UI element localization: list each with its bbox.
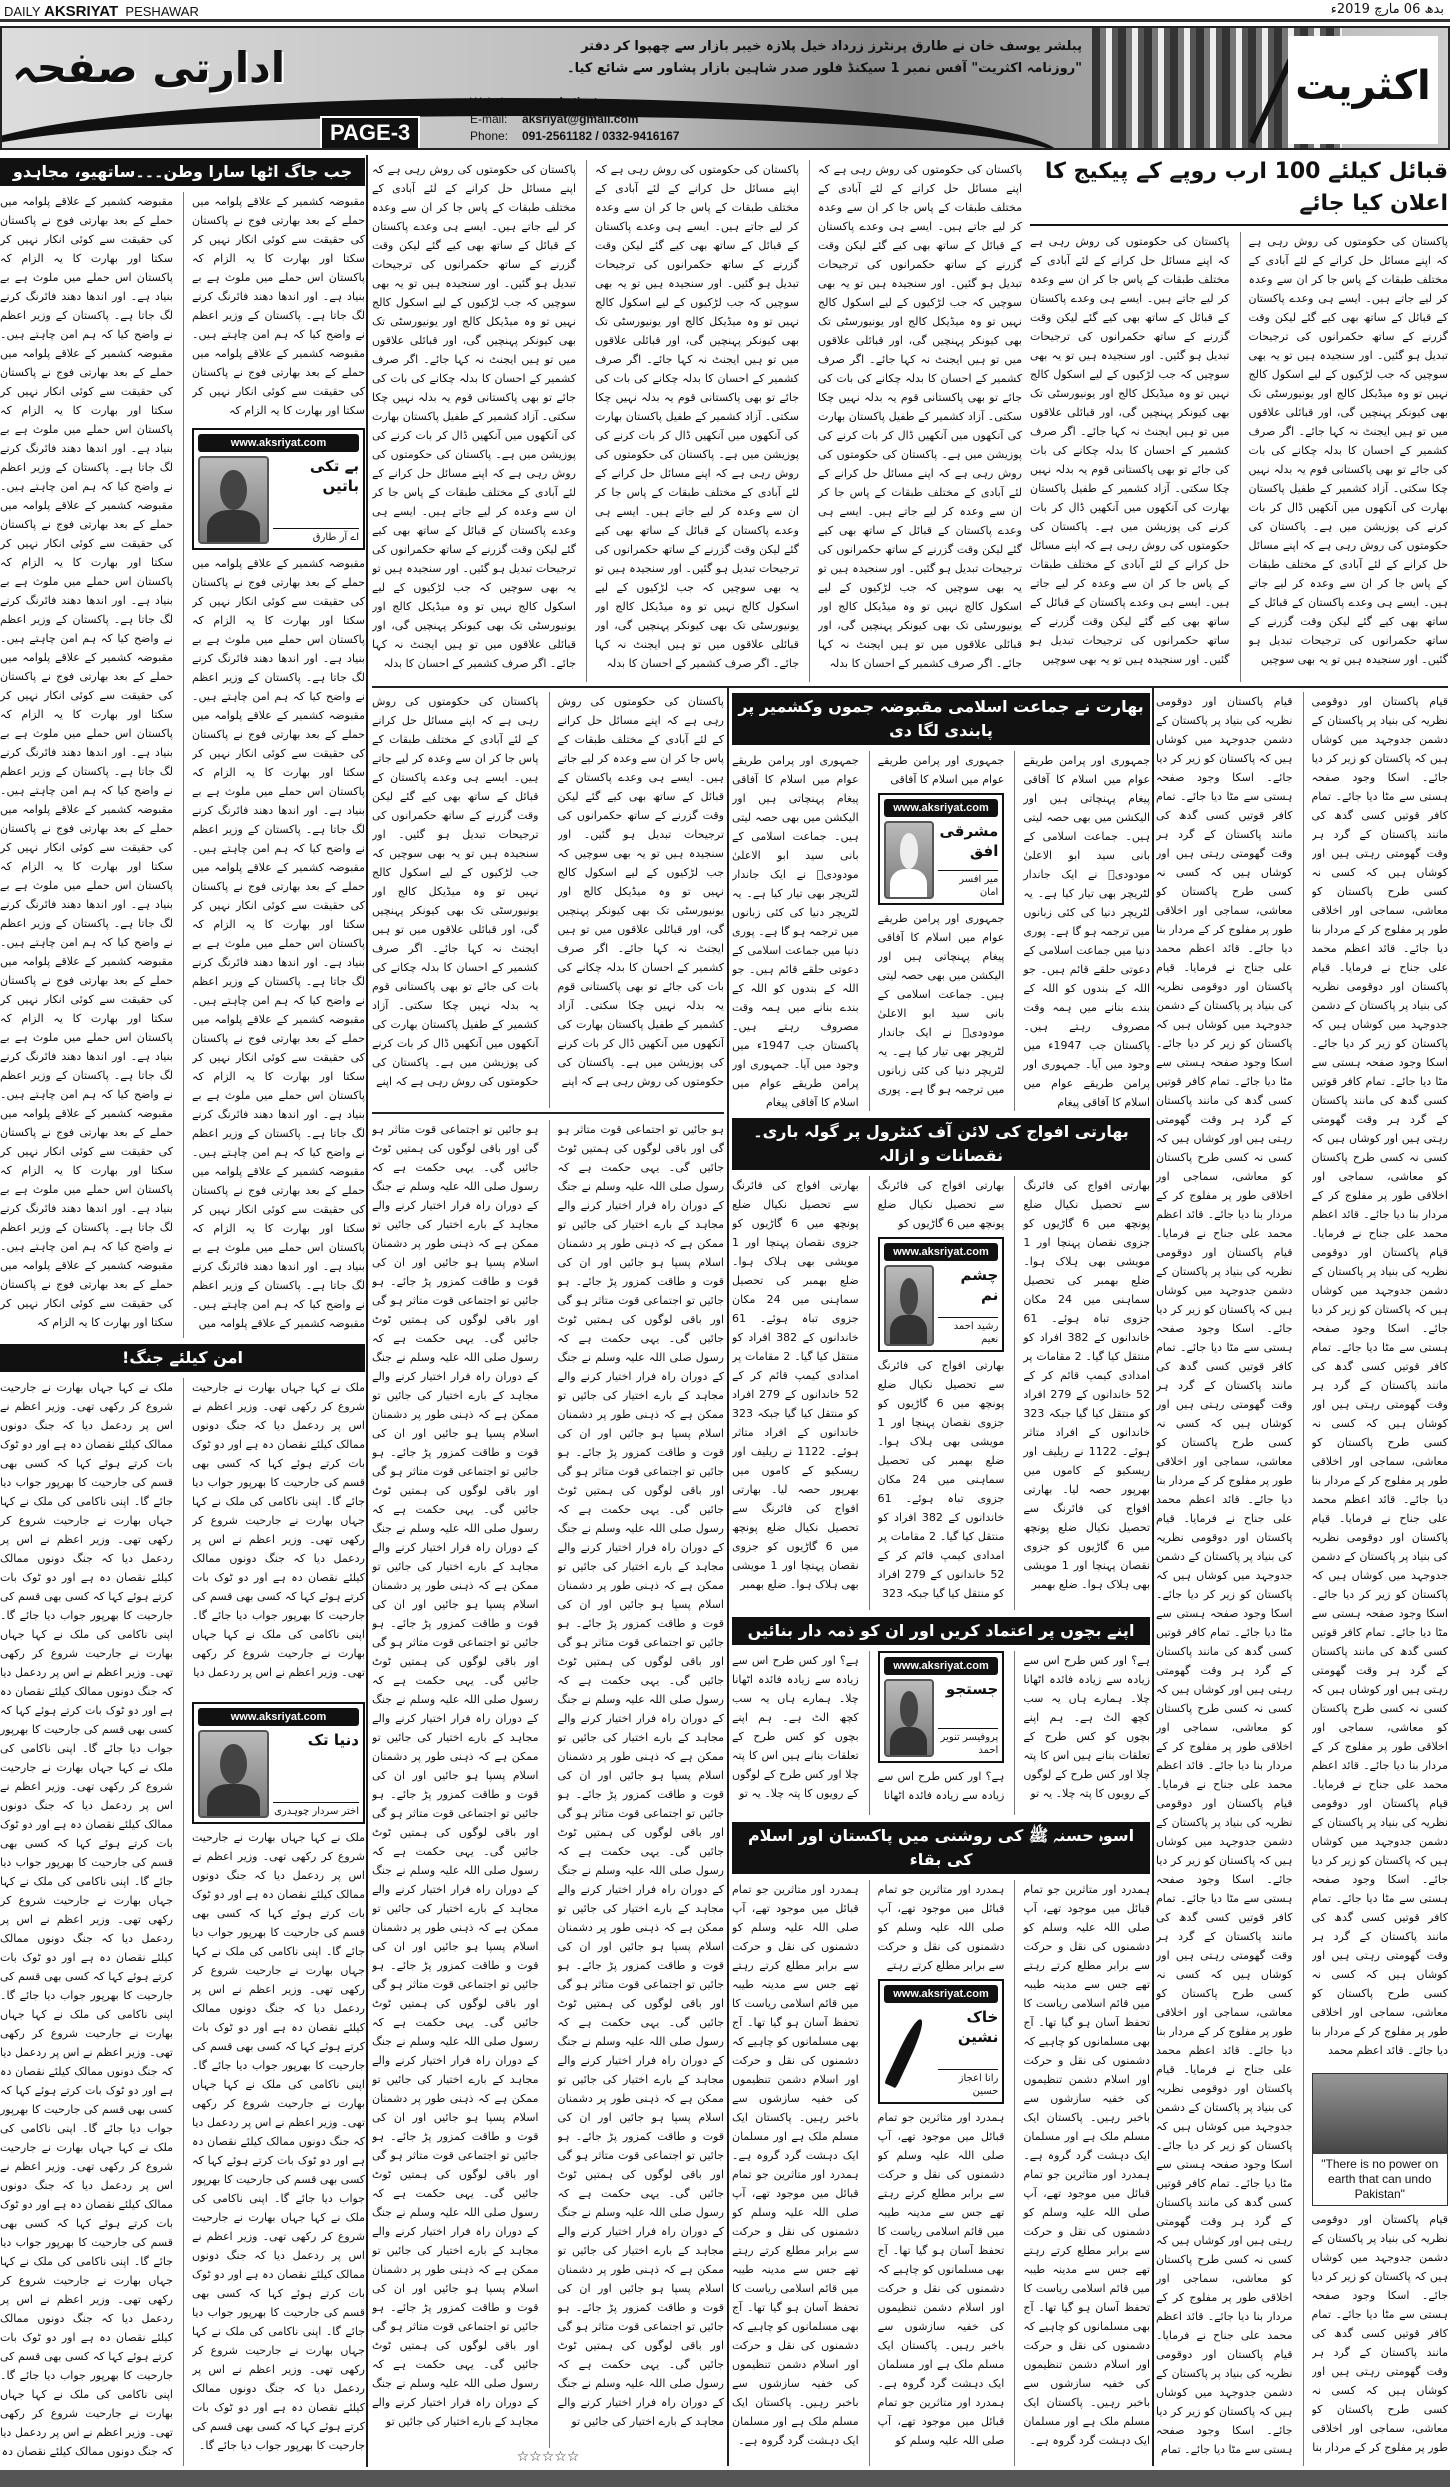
article [372, 1120, 724, 2466]
article [1156, 692, 1448, 2466]
text-column [1303, 692, 1449, 2466]
columnist-box [878, 1237, 1005, 1352]
text-column [732, 1651, 859, 1815]
website-banner: www.aksriyat.com [198, 434, 359, 452]
columnist-photo [884, 821, 934, 899]
text-column [1014, 751, 1150, 1111]
column-title: جستجو [945, 1680, 999, 1698]
jinnah-portrait [1313, 2074, 1448, 2154]
article-columns [732, 1651, 1150, 1815]
phone-number: 091-2561182 / 0332-9416167 [522, 129, 680, 143]
article-headline[interactable]: جب جاگ اٹھا سارا وطن۔۔۔ساتھیو، مجاہدو [0, 158, 365, 186]
columnist-box [192, 1702, 365, 1824]
article-columns [732, 1880, 1150, 2466]
newspaper-logo: اکثریت [1288, 36, 1438, 144]
article [732, 1822, 1150, 2466]
columnist-name: میر افسر امان [938, 870, 998, 899]
text-column [1014, 1651, 1150, 1815]
article-body: قیام پاکستان اور دوقومی نظریہ کی بنیاد پر پاکستان کے دشمن جدوجہد میں کوشاں ہیں کہ پاکستان کو زیر کر دیا جائے۔ اسکا وجود صفحہ ہستی سے مٹا دیا جائے۔ تمام کافر قوتیں کسی گدھ کی مانند پاکستان کے گرد ہر وقت گھومتی رہتی ہیں اور کوشاں ہیں کہ کسی نہ کسی طرح پاکستان کو معاشی، سماجی اور اخلاقی طور پر مفلوج کر کے مردار بنا [1311, 2213, 1448, 2454]
text-column [869, 1651, 1005, 1815]
editorial-body: پاکستان کی حکومتوں کی روش رہی ہے کہ اپنے مسائل حل کرانے کے لئے آبادی کے مختلف طبقات کے پاس جا کر ان سے وعدہ کر لیے جاتے ہیں۔ ایسے ہی وعدے پاکستان کے قبائل کے ساتھ بھی کیے گئے لیکن وقت گزرنے کے ساتھ حکمرانوں کی ترجیحات تبدیل ہو گئیں۔ اور سنجیدہ ہیں تو یہ بھی سوچیں کہ جب لڑکیوں کے لیے اسکول کالج نہیں تو وہ میڈیکل کالج اور یونیورسٹی تک بھی کیونکر پہنچیں گی، اور قبائلی علاقوں میں تو ہیں ایجنٹ نہ کہا جائے۔ اگر صرف کشمیر کے احسان کا بدلہ چکانے کی بات کی جائے تو بھی پاکستانی قوم یہ بدلہ نہیں چکا سکتی۔ آزاد کشمیر کے طفیل پاکستان بھارت کی آنکھوں میں آنکھیں ڈال کر بات کرنے کی پوزیشن میں ہے۔ پاکستان کی حکومتوں کی روش رہی ہے کہ اپنے مسائل حل کرانے کے لئے آبادی کے مختلف طبقات کے پاس جا کر ان سے وعدہ کر لیے جاتے ہیں۔ ایسے ہی وعدے پاکستان کے قبائل کے ساتھ بھی کیے گئے لیکن وقت گزرنے کے ساتھ حکمرانوں کی ترجیحات تبدیل ہو گئیں۔ اور سنجیدہ ہیں تو یہ بھی سوچیں کہ جب لڑکیوں کے لیے اسکول کالج نہیں تو وہ میڈیکل کالج اور یونیورسٹی تک بھی کیونکر پہنچیں گی، اور قبائلی علاقوں میں تو ہیں ایجنٹ نہ کہا جائے۔ اگر صرف کشمیر کے احسان کا بدلہ [818, 163, 1022, 670]
publisher-note [502, 36, 1082, 80]
text-column [372, 1120, 539, 2448]
publisher-line: پبلشر یوسف خان نے طارق پرنٹرز زرداد خیل پلازہ خیبر بازار سے چھپوا کر دفتر [581, 39, 1082, 54]
article-columns [0, 192, 365, 1338]
footer-bar [0, 2470, 1450, 2487]
columnist-box [878, 1979, 1005, 2104]
editorial-body: پاکستان کی حکومتوں کی روش رہی ہے کہ اپنے مسائل حل کرانے کے لئے آبادی کے مختلف طبقات کے پاس جا کر ان سے وعدہ کر لیے جاتے ہیں۔ ایسے ہی وعدے پاکستان کے قبائل کے ساتھ بھی کیے گئے لیکن وقت گزرنے کے ساتھ حکمرانوں کی ترجیحات تبدیل ہو گئیں۔ اور سنجیدہ ہیں تو یہ بھی سوچیں کہ جب لڑکیوں کے لیے اسکول کالج نہیں تو وہ میڈیکل کالج اور یونیورسٹی تک بھی کیونکر پہنچیں گی، اور قبائلی علاقوں میں تو ہیں ایجنٹ نہ کہا جائے۔ اگر صرف کشمیر کے احسان کا بدلہ چکانے کی بات کی جائے تو بھی پاکستانی قوم یہ بدلہ نہیں چکا سکتی۔ آزاد کشمیر کے طفیل پاکستان بھارت کی آنکھوں میں آنکھیں ڈال کر بات کرنے کی پوزیشن میں ہے۔ پاکستان کی حکومتوں کی روش رہی ہے کہ اپنے مسائل حل کرانے کے لئے آبادی کے مختلف طبقات کے پاس جا کر ان سے وعدہ کر لیے جاتے ہیں۔ ایسے ہی وعدے پاکستان کے قبائل کے ساتھ بھی کیے گئے لیکن وقت گزرنے کے ساتھ حکمرانوں کی ترجیحات تبدیل ہو گئیں۔ اور سنجیدہ ہیں تو یہ بھی سوچیں [1030, 235, 1230, 666]
article [732, 1118, 1150, 1610]
editorial [1030, 156, 1448, 682]
article-body: بھارتی افواج کی فائرنگ سے تحصیل نکیال ضلع پونچھ میں 6 گاڑیوں کو جزوی نقصان پہنچا اور 1 مویشی بھی ہلاک ہوا۔ ضلع بھمبر کی تحصیل سماہنی میں 24 مکان جزوی تباہ ہوئے۔ 61 خاندانوں کے 382 افراد کو منتقل کیا گیا۔ 2 مقامات پر امدادی کیمپ قائم کر کے 52 خاندانوں کے 279 افراد کو منتقل کیا گیا جبکہ 323 [877, 1359, 1005, 1600]
article-body: قیام پاکستان اور دوقومی نظریہ کی بنیاد پر پاکستان کے دشمن جدوجہد میں کوشاں ہیں کہ پاکستان کو زیر کر دیا جائے۔ اسکا وجود صفحہ ہستی سے مٹا دیا جائے۔ تمام کافر قوتیں کسی گدھ کی مانند پاکستان کے گرد ہر وقت گھومتی رہتی ہیں اور کوشاں ہیں کہ کسی نہ کسی طرح پاکستان کو معاشی، سماجی اور اخلاقی طور پر مفلوج کر کے مردار بنا دیا جائے۔ قائد اعظم محمد علی جناح نے فرمایا۔ قیام پاکستان اور دوقومی نظریہ کی بنیاد پر پاکستان کے دشمن جدوجہد میں کوشاں ہیں کہ پاکستان کو زیر کر دیا جائے۔ اسکا وجود صفحہ ہستی سے مٹا دیا جائے۔ تمام کافر قوتیں کسی گدھ کی مانند پاکستان کے گرد ہر وقت گھومتی رہتی ہیں اور کوشاں ہیں کہ کسی نہ کسی طرح پاکستان کو معاشی، سماجی اور اخلاقی طور پر مفلوج کر کے مردار بنا دیا جائے۔ قائد اعظم محمد علی جناح نے فرمایا۔ قیام پاکستان اور دوقومی نظریہ کی بنیاد پر پاکستان کے دشمن جدوجہد میں کوشاں ہیں کہ پاکستان کو زیر کر دیا جائے۔ اسکا وجود صفحہ ہستی سے مٹا دیا جائے۔ تمام کافر قوتیں کسی گدھ کی مانند پاکستان کے گرد ہر وقت گھومتی رہتی ہیں اور کوشاں ہیں کہ کسی نہ کسی طرح پاکستان کو معاشی، سماجی اور اخلاقی طور پر مفلوج کر کے مردار بنا دیا جائے۔ قائد اعظم محمد علی جناح نے فرمایا۔ قیام پاکستان اور دوقومی نظریہ کی بنیاد پر پاکستان کے دشمن جدوجہد میں کوشاں ہیں کہ پاکستان کو زیر کر دیا جائے۔ اسکا وجود صفحہ ہستی سے مٹا دیا جائے۔ تمام کافر قوتیں کسی گدھ کی مانند پاکستان کے گرد ہر وقت گھومتی رہتی ہیں اور کوشاں ہیں کہ کسی نہ کسی طرح پاکستان کو معاشی، سماجی اور اخلاقی طور پر مفلوج کر کے مردار بنا دیا جائے۔ قائد اعظم محمد علی جناح نے فرمایا۔ قیام پاکستان اور دوقومی نظریہ کی بنیاد پر پاکستان کے دشمن جدوجہد میں کوشاں ہیں کہ پاکستان کو زیر کر دیا جائے۔ اسکا وجود صفحہ ہستی سے مٹا دیا جائے۔ تمام کافر قوتیں کسی گدھ کی مانند پاکستان کے گرد ہر وقت گھومتی رہتی ہیں اور کوشاں ہیں کہ کسی نہ کسی طرح پاکستان کو معاشی، سماجی اور اخلاقی طور پر مفلوج کر کے مردار بنا دیا جائے۔ قائد اعظم محمد علی جناح نے فرمایا۔ قیام پاکستان اور دوقومی نظریہ کی بنیاد پر پاکستان کے دشمن جدوجہد میں کوشاں ہیں کہ پاکستان کو زیر کر دیا جائے۔ اسکا وجود صفحہ ہستی سے مٹا دیا جائے۔ تمام کافر قوتیں کسی گدھ کی مانند پاکستان کے گرد ہر وقت گھومتی رہتی ہیں اور کوشاں ہیں کہ کسی نہ کسی طرح پاکستان کو معاشی، سماجی اور اخلاقی طور پر مفلوج کر کے مردار بنا دیا جائے۔ قائد اعظم محمد علی جناح نے فرمایا۔ قیام پاکستان اور دوقومی نظریہ کی بنیاد پر پاکستان کے دشمن جدوجہد میں کوشاں ہیں کہ پاکستان کو زیر کر دیا جائے۔ اسکا وجود صفحہ ہستی سے مٹا دیا جائے۔ تمام [1156, 695, 1293, 2456]
article-body: ہے؟ اور کس طرح اس سے زیادہ سے زیادہ فائدہ اٹھانا چلا۔ ہمارے ہاں یہ سب کچھ الٹ ہے۔ ہم اپنے بچوں کو کس طرح کے تعلقات بنانے ہیں اس کا پتہ چلا اور کس طرح کے لوگوں کے رویوں کا پتہ چلا۔ یہ تو [732, 1654, 859, 1800]
end-stars: ☆☆☆☆☆ [516, 2449, 580, 2465]
article-body: جمہوری اور پرامن طریقے عوام میں اسلام کا آفاقی پیغام پہنچاتی ہیں اور الیکشن میں بھی حصہ لیتی ہیں۔ جماعت اسلامی کے بانی سید ابو الاعلیٰ مودودیؒ نے ایک جاندار لٹریچر بھی تیار کیا ہے۔ یہ لٹریچر دنیا کی کئی زبانوں میں ترجمہ ہو گا ہے۔ پوری دنیا میں جماعت اسلامی کے دعوتی حلقے قائم ہیں۔ جو اللہ کے بندوں کو اللہ کے بندے بنانے میں ہمہ وقت مصروف رہتے ہیں۔ پاکستان جب 1947ء میں وجود میں آیا۔ جمہوری اور پرامن طریقے عوام میں اسلام کا آفاقی پیغام [732, 754, 859, 1109]
masthead [0, 26, 1450, 150]
article-body: ہمدرد اور متاثرین جو تمام قبائل میں موجود تھے، آپ صلی اللہ علیہ وسلم کو دشمنوں کی نقل و حرکت سے برابر مطلع کرتے رہتے تھے جس سے مدینہ طیبہ میں قائم اسلامی ریاست کا تحفظ آسان ہو گیا تھا۔ آج بھی مسلمانوں کو چاہیے کہ دشمنوں کی نقل و حرکت اور اسلام دشمن تنظیموں کی خفیہ سازشوں سے باخبر رہیں۔ پاکستان ایک مسلم ملک ہے اور مسلمان ایک دہشت گرد گروہ ہے۔ ہمدرد اور متاثرین جو تمام قبائل میں موجود تھے، آپ صلی اللہ علیہ وسلم کو دشمنوں کی نقل و حرکت سے برابر مطلع کرتے رہتے تھے جس سے مدینہ طیبہ میں قائم اسلامی ریاست کا تحفظ آسان ہو گیا تھا۔ آج بھی مسلمانوں کو چاہیے کہ دشمنوں کی نقل و حرکت اور اسلام دشمن تنظیموں کی خفیہ سازشوں سے باخبر رہیں۔ پاکستان ایک مسلم ملک ہے اور مسلمان ایک دہشت گرد گروہ ہے۔ [732, 1883, 859, 2447]
text-column [809, 160, 1022, 682]
text-column [732, 1176, 859, 1610]
website-label: Website: [470, 95, 517, 109]
text-column [1156, 692, 1293, 2466]
column-title: چشم نم [960, 1266, 999, 1304]
paper-city: PESHAWAR [125, 4, 199, 19]
email-label: E-mail: [470, 112, 508, 126]
text-column [549, 1120, 725, 2448]
quill-icon [884, 2007, 934, 2098]
quote-box [1312, 2073, 1449, 2206]
website-link[interactable]: www.akstiyat.com [522, 95, 626, 109]
article-body: بھارتی افواج کی فائرنگ سے تحصیل نکیال ضلع پونچھ میں 6 گاڑیوں کو جزوی نقصان پہنچا اور 1 مویشی بھی ہلاک ہوا۔ ضلع بھمبر کی تحصیل سماہنی میں 24 مکان جزوی تباہ ہوئے۔ 61 خاندانوں کے 382 افراد کو منتقل کیا گیا۔ 2 مقامات پر امدادی کیمپ قائم کر کے 52 خاندانوں کے 279 افراد کو منتقل کیا گیا جبکہ 323 خاندانوں کے افراد متاثر ہوئے۔ 1122 نے ریلیف اور ریسکیو کے کاموں میں بھرپور حصہ لیا۔ بھارتی افواج کی فائرنگ سے تحصیل نکیال ضلع پونچھ میں 6 گاڑیوں کو جزوی نقصان پہنچا اور 1 مویشی بھی ہلاک ہوا۔ ضلع بھمبر [732, 1179, 859, 1591]
columnist-name: رانا اعجاز حسین [938, 2069, 998, 2098]
text-column [0, 1378, 173, 2466]
paper-title: AKSRIYAT [44, 3, 119, 20]
top-strip [0, 0, 1450, 22]
text-column [1030, 232, 1230, 682]
article-body: مقبوضہ کشمیر کے علاقے پلوامہ میں حملے کے بعد بھارتی فوج نے پاکستان کی حقیقت سے کوئی انکار نہیں کر سکتا اور بھارت کا یہ الزام کہ پاکستان اس حملے میں ملوث ہے بے بنیاد ہے۔ اور اندھا دھند فائرنگ کرنے لگ جاتا ہے۔ پاکستان کے وزیر اعظم نے واضح کیا کہ ہم امن چاہتے ہیں۔ مقبوضہ کشمیر کے علاقے پلوامہ میں حملے کے بعد بھارتی فوج نے پاکستان کی حقیقت سے کوئی انکار نہیں کر سکتا اور بھارت کا یہ الزام کہ [192, 195, 365, 417]
text-column [1014, 1176, 1150, 1610]
article-body: بھارتی افواج کی فائرنگ سے تحصیل نکیال ضلع پونچھ میں 6 گاڑیوں کو جزوی نقصان پہنچا اور 1 مویشی بھی ہلاک ہوا۔ ضلع بھمبر کی تحصیل سماہنی میں 24 مکان جزوی تباہ ہوئے۔ 61 خاندانوں کے 382 افراد کو منتقل کیا گیا۔ 2 مقامات پر امدادی کیمپ قائم کر کے 52 خاندانوں کے 279 افراد کو منتقل کیا گیا جبکہ 323 خاندانوں کے افراد متاثر ہوئے۔ 1122 نے ریلیف اور ریسکیو کے کاموں میں بھرپور حصہ لیا۔ بھارتی افواج کی فائرنگ سے تحصیل نکیال ضلع پونچھ میں 6 گاڑیوں کو جزوی نقصان پہنچا اور 1 مویشی بھی ہلاک ہوا۔ ضلع بھمبر [1023, 1179, 1151, 1591]
website-banner: www.aksriyat.com [884, 1657, 999, 1675]
editorial-continued [372, 160, 1022, 682]
editorial-body-continued: پاکستان کی حکومتوں کی روش رہی ہے کہ اپنے مسائل حل کرانے کے لئے آبادی کے مختلف طبقات کے پاس جا کر ان سے وعدہ کر لیے جاتے ہیں۔ ایسے ہی وعدے پاکستان کے قبائل کے ساتھ بھی کیے گئے لیکن وقت گزرنے کے ساتھ حکمرانوں کی ترجیحات تبدیل ہو گئیں۔ اور سنجیدہ ہیں تو یہ بھی سوچیں کہ جب لڑکیوں کے لیے اسکول کالج نہیں تو وہ میڈیکل کالج اور یونیورسٹی تک بھی کیونکر پہنچیں گی، اور قبائلی علاقوں میں تو ہیں ایجنٹ نہ کہا جائے۔ اگر صرف کشمیر کے احسان کا بدلہ چکانے کی بات کی جائے تو بھی پاکستانی قوم یہ بدلہ نہیں چکا سکتی۔ آزاد کشمیر کے طفیل پاکستان بھارت کی آنکھوں میں آنکھیں ڈال کر بات کرنے کی پوزیشن میں ہے۔ پاکستان کی حکومتوں کی روش رہی ہے کہ اپنے [557, 695, 724, 1088]
article-body: ہو جائیں تو اجتماعی قوت متاثر ہو گی اور باقی لوگوں کی ہمتیں ٹوٹ جائیں گی۔ یہی حکمت ہے کہ رسول صلی اللہ علیہ وسلم نے جنگ کے دوران راہ فرار اختیار کرنے والے مجاہد کے بارے اختیار کی جائیں تو ممکن ہے کہ ذہنی طور پر دشمنان اسلام پسپا ہو جائیں اور ان کی قوت و طاقت کمزور پڑ جائے۔ ہو جائیں تو اجتماعی قوت متاثر ہو گی اور باقی لوگوں کی ہمتیں ٹوٹ جائیں گی۔ یہی حکمت ہے کہ رسول صلی اللہ علیہ وسلم نے جنگ کے دوران راہ فرار اختیار کرنے والے مجاہد کے بارے اختیار کی جائیں تو ممکن ہے کہ ذہنی طور پر دشمنان اسلام پسپا ہو جائیں اور ان کی قوت و طاقت کمزور پڑ جائے۔ ہو جائیں تو اجتماعی قوت متاثر ہو گی اور باقی لوگوں کی ہمتیں ٹوٹ جائیں گی۔ یہی حکمت ہے کہ رسول صلی اللہ علیہ وسلم نے جنگ کے دوران راہ فرار اختیار کرنے والے مجاہد کے بارے اختیار کی جائیں تو ممکن ہے کہ ذہنی طور پر دشمنان اسلام پسپا ہو جائیں اور ان کی قوت و طاقت کمزور پڑ جائے۔ ہو جائیں تو اجتماعی قوت متاثر ہو گی اور باقی لوگوں کی ہمتیں ٹوٹ جائیں گی۔ یہی حکمت ہے کہ رسول صلی اللہ علیہ وسلم نے جنگ کے دوران راہ فرار اختیار کرنے والے مجاہد کے بارے اختیار کی جائیں تو ممکن ہے کہ ذہنی طور پر دشمنان اسلام پسپا ہو جائیں اور ان کی قوت و طاقت کمزور پڑ جائے۔ ہو جائیں تو اجتماعی قوت متاثر ہو گی اور باقی لوگوں کی ہمتیں ٹوٹ جائیں گی۔ یہی حکمت ہے کہ رسول صلی اللہ علیہ وسلم نے جنگ کے دوران راہ فرار اختیار کرنے والے مجاہد کے بارے اختیار کی جائیں تو ممکن ہے کہ ذہنی طور پر دشمنان اسلام پسپا ہو جائیں اور ان کی قوت و طاقت کمزور پڑ جائے۔ ہو جائیں تو اجتماعی قوت متاثر ہو گی اور باقی لوگوں کی ہمتیں ٹوٹ جائیں گی۔ یہی حکمت ہے کہ رسول صلی اللہ علیہ وسلم نے جنگ کے دوران راہ فرار اختیار کرنے والے مجاہد کے بارے اختیار کی جائیں تو ممکن ہے کہ ذہنی طور پر دشمنان اسلام پسپا ہو جائیں اور ان کی قوت و طاقت کمزور پڑ جائے۔ ہو جائیں تو اجتماعی قوت متاثر ہو گی اور باقی لوگوں کی ہمتیں ٹوٹ جائیں گی۔ یہی حکمت ہے کہ رسول صلی اللہ علیہ وسلم نے جنگ کے دوران راہ فرار اختیار کرنے والے مجاہد کے بارے اختیار کی جائیں تو ممکن ہے کہ ذہنی طور پر دشمنان اسلام پسپا ہو جائیں اور ان کی قوت و طاقت کمزور پڑ جائے۔ ہو جائیں تو اجتماعی قوت متاثر ہو گی اور باقی لوگوں کی ہمتیں ٹوٹ جائیں گی۔ یہی حکمت ہے کہ رسول صلی اللہ علیہ وسلم نے جنگ کے دوران راہ فرار اختیار کرنے والے مجاہد کے بارے اختیار کی جائیں تو [557, 1123, 724, 2428]
article-columns [732, 1176, 1150, 1610]
article-columns [1030, 232, 1448, 682]
article-body: ہمدرد اور متاثرین جو تمام قبائل میں موجود تھے، آپ صلی اللہ علیہ وسلم کو دشمنوں کی نقل و حرکت سے برابر مطلع کرتے رہتے [877, 1883, 1005, 1972]
editorial-body: پاکستان کی حکومتوں کی روش رہی ہے کہ اپنے مسائل حل کرانے کے لئے آبادی کے مختلف طبقات کے پاس جا کر ان سے وعدہ کر لیے جاتے ہیں۔ ایسے ہی وعدے پاکستان کے قبائل کے ساتھ بھی کیے گئے لیکن وقت گزرنے کے ساتھ حکمرانوں کی ترجیحات تبدیل ہو گئیں۔ اور سنجیدہ ہیں تو یہ بھی سوچیں کہ جب لڑکیوں کے لیے اسکول کالج نہیں تو وہ میڈیکل کالج اور یونیورسٹی تک بھی کیونکر پہنچیں گی، اور قبائلی علاقوں میں تو ہیں ایجنٹ نہ کہا جائے۔ اگر صرف کشمیر کے احسان کا بدلہ چکانے کی بات کی جائے تو بھی پاکستانی قوم یہ بدلہ نہیں چکا سکتی۔ آزاد کشمیر کے طفیل پاکستان بھارت کی آنکھوں میں آنکھیں ڈال کر بات کرنے کی پوزیشن میں ہے۔ پاکستان کی حکومتوں کی روش رہی ہے کہ اپنے مسائل حل کرانے کے لئے آبادی کے مختلف طبقات کے پاس جا کر ان سے وعدہ کر لیے جاتے ہیں۔ ایسے ہی وعدے پاکستان کے قبائل کے ساتھ بھی کیے گئے لیکن وقت گزرنے کے ساتھ حکمرانوں کی ترجیحات تبدیل ہو گئیں۔ اور سنجیدہ ہیں تو یہ بھی سوچیں [1248, 235, 1448, 666]
column-title: خاک نشین [957, 2008, 999, 2046]
text-column [0, 192, 173, 1338]
website-banner: www.aksriyat.com [884, 1243, 999, 1261]
section-title: ادارتی صفحہ [12, 43, 286, 92]
article-body: مقبوضہ کشمیر کے علاقے پلوامہ میں حملے کے بعد بھارتی فوج نے پاکستان کی حقیقت سے کوئی انکار نہیں کر سکتا اور بھارت کا یہ الزام کہ پاکستان اس حملے میں ملوث ہے بے بنیاد ہے۔ اور اندھا دھند فائرنگ کرنے لگ جاتا ہے۔ پاکستان کے وزیر اعظم نے واضح کیا کہ ہم امن چاہتے ہیں۔ مقبوضہ کشمیر کے علاقے پلوامہ میں حملے کے بعد بھارتی فوج نے پاکستان کی حقیقت سے کوئی انکار نہیں کر سکتا اور بھارت کا یہ الزام کہ پاکستان اس حملے میں ملوث ہے بے بنیاد ہے۔ اور اندھا دھند فائرنگ کرنے لگ جاتا ہے۔ پاکستان کے وزیر اعظم نے واضح کیا کہ ہم امن چاہتے ہیں۔ مقبوضہ کشمیر کے علاقے پلوامہ میں حملے کے بعد بھارتی فوج نے پاکستان کی حقیقت سے کوئی انکار نہیں کر سکتا اور بھارت کا یہ الزام کہ پاکستان اس حملے میں ملوث ہے بے بنیاد ہے۔ اور اندھا دھند فائرنگ کرنے لگ جاتا ہے۔ پاکستان کے وزیر اعظم نے واضح کیا کہ ہم امن چاہتے ہیں۔ مقبوضہ کشمیر کے علاقے پلوامہ میں حملے کے بعد بھارتی فوج نے پاکستان کی حقیقت سے کوئی انکار نہیں کر سکتا اور بھارت کا یہ الزام کہ پاکستان اس حملے میں ملوث ہے بے بنیاد ہے۔ اور اندھا دھند فائرنگ کرنے لگ جاتا ہے۔ پاکستان کے وزیر اعظم نے واضح کیا کہ ہم امن چاہتے ہیں۔ مقبوضہ کشمیر کے علاقے پلوامہ میں حملے کے بعد بھارتی فوج نے پاکستان کی حقیقت سے کوئی انکار نہیں کر سکتا اور بھارت کا یہ الزام کہ پاکستان اس حملے میں ملوث ہے بے بنیاد ہے۔ اور اندھا دھند فائرنگ کرنے لگ جاتا ہے۔ پاکستان کے وزیر اعظم نے واضح کیا کہ ہم امن چاہتے ہیں۔ مقبوضہ کشمیر کے علاقے پلوامہ میں حملے کے بعد بھارتی فوج نے پاکستان کی حقیقت سے کوئی انکار نہیں کر سکتا اور بھارت کا یہ الزام کہ پاکستان اس حملے میں ملوث ہے بے بنیاد ہے۔ اور اندھا دھند فائرنگ کرنے لگ جاتا ہے۔ پاکستان کے وزیر اعظم نے واضح کیا کہ ہم امن چاہتے ہیں۔ مقبوضہ کشمیر کے علاقے پلوامہ میں حملے کے بعد بھارتی فوج نے پاکستان کی حقیقت سے کوئی انکار نہیں کر سکتا اور بھارت کا یہ الزام کہ پاکستان اس حملے میں ملوث ہے بے بنیاد ہے۔ اور اندھا دھند فائرنگ کرنے لگ جاتا ہے۔ پاکستان کے وزیر اعظم نے واضح کیا کہ ہم امن چاہتے ہیں۔ مقبوضہ کشمیر کے علاقے پلوامہ میں حملے کے بعد بھارتی فوج نے پاکستان کی حقیقت سے کوئی انکار نہیں کر سکتا اور بھارت کا یہ الزام کہ [0, 195, 173, 1329]
divider [372, 686, 1448, 688]
columnist-name: اے آر طارق [273, 528, 359, 544]
article-body: مقبوضہ کشمیر کے علاقے پلوامہ میں حملے کے بعد بھارتی فوج نے پاکستان کی حقیقت سے کوئی انکار نہیں کر سکتا اور بھارت کا یہ الزام کہ پاکستان اس حملے میں ملوث ہے بے بنیاد ہے۔ اور اندھا دھند فائرنگ کرنے لگ جاتا ہے۔ پاکستان کے وزیر اعظم نے واضح کیا کہ ہم امن چاہتے ہیں۔ مقبوضہ کشمیر کے علاقے پلوامہ میں حملے کے بعد بھارتی فوج نے پاکستان کی حقیقت سے کوئی انکار نہیں کر سکتا اور بھارت کا یہ الزام کہ پاکستان اس حملے میں ملوث ہے بے بنیاد ہے۔ اور اندھا دھند فائرنگ کرنے لگ جاتا ہے۔ پاکستان کے وزیر اعظم نے واضح کیا کہ ہم امن چاہتے ہیں۔ مقبوضہ کشمیر کے علاقے پلوامہ میں حملے کے بعد بھارتی فوج نے پاکستان کی حقیقت سے کوئی انکار نہیں کر سکتا اور بھارت کا یہ الزام کہ پاکستان اس حملے میں ملوث ہے بے بنیاد ہے۔ اور اندھا دھند فائرنگ کرنے لگ جاتا ہے۔ پاکستان کے وزیر اعظم نے واضح کیا کہ ہم امن چاہتے ہیں۔ مقبوضہ کشمیر کے علاقے پلوامہ میں حملے کے بعد بھارتی فوج نے پاکستان کی حقیقت سے کوئی انکار نہیں کر سکتا اور بھارت کا یہ الزام کہ پاکستان اس حملے میں ملوث ہے بے بنیاد ہے۔ اور اندھا دھند فائرنگ کرنے لگ جاتا ہے۔ پاکستان کے وزیر اعظم نے واضح کیا کہ ہم امن چاہتے ہیں۔ مقبوضہ کشمیر کے علاقے پلوامہ میں حملے کے بعد بھارتی فوج نے پاکستان کی حقیقت سے کوئی انکار نہیں کر سکتا اور بھارت کا یہ الزام کہ پاکستان اس حملے میں ملوث ہے بے بنیاد ہے۔ اور اندھا دھند فائرنگ کرنے لگ جاتا ہے۔ پاکستان کے وزیر اعظم نے واضح کیا کہ ہم امن چاہتے ہیں۔ مقبوضہ کشمیر کے علاقے پلوامہ میں [192, 557, 365, 1330]
text-column [372, 160, 576, 682]
article-body: ہے؟ اور کس طرح اس سے زیادہ سے زیادہ فائدہ اٹھانا چلا۔ ہمارے ہاں یہ سب کچھ الٹ ہے۔ ہم اپنے بچوں کو کس طرح کے تعلقات بنانے ہیں اس کا پتہ چلا اور کس طرح کے لوگوں کے رویوں کا پتہ چلا۔ یہ تو [1023, 1654, 1151, 1800]
text-column [732, 1880, 859, 2466]
contact-info [470, 94, 679, 145]
article-body: ملک نے کہا جہاں بھارت نے جارحیت شروع کر رکھی تھی۔ وزیر اعظم نے اس پر ردعمل دیا کہ جنگ دونوں ممالک کیلئے نقصان دہ ہے اور دو ٹوک بات کرتے ہوئے کہا کہ کسی بھی قسم کی جارحیت کا بھرپور جواب دیا جائے گا۔ اپنی ناکامی کی ملک نے کہا جہاں بھارت نے جارحیت شروع کر رکھی تھی۔ وزیر اعظم نے اس پر ردعمل دیا کہ جنگ دونوں ممالک کیلئے نقصان دہ ہے اور دو ٹوک بات کرتے ہوئے کہا کہ کسی بھی قسم کی جارحیت کا بھرپور جواب دیا جائے گا۔ اپنی ناکامی کی ملک نے کہا جہاں بھارت نے جارحیت شروع کر رکھی تھی۔ وزیر اعظم نے اس پر ردعمل دیا کہ جنگ دونوں ممالک کیلئے نقصان دہ ہے اور دو ٹوک بات کرتے ہوئے کہا کہ کسی بھی قسم کی جارحیت کا بھرپور جواب دیا جائے گا۔ اپنی ناکامی کی ملک نے کہا جہاں بھارت نے جارحیت شروع کر رکھی تھی۔ وزیر اعظم نے اس پر ردعمل دیا کہ جنگ دونوں ممالک کیلئے نقصان دہ ہے اور دو ٹوک بات کرتے ہوئے کہا کہ کسی بھی قسم کی جارحیت کا بھرپور جواب دیا جائے گا۔ اپنی ناکامی کی ملک نے کہا جہاں بھارت نے جارحیت شروع کر رکھی تھی۔ وزیر اعظم نے اس پر ردعمل دیا کہ جنگ دونوں ممالک کیلئے نقصان دہ ہے اور دو ٹوک بات کرتے ہوئے کہا کہ کسی بھی قسم کی جارحیت کا بھرپور جواب دیا جائے گا۔ [192, 1831, 365, 2452]
article-columns [732, 751, 1150, 1111]
paper-name [4, 3, 199, 20]
email-link[interactable]: aksriyat@gmail.com [522, 112, 639, 126]
article-body: جمہوری اور پرامن طریقے عوام میں اسلام کا آفاقی [877, 754, 1005, 786]
text-column [869, 1880, 1005, 2466]
editorial-body: پاکستان کی حکومتوں کی روش رہی ہے کہ اپنے مسائل حل کرانے کے لئے آبادی کے مختلف طبقات کے پاس جا کر ان سے وعدہ کر لیے جاتے ہیں۔ ایسے ہی وعدے پاکستان کے قبائل کے ساتھ بھی کیے گئے لیکن وقت گزرنے کے ساتھ حکمرانوں کی ترجیحات تبدیل ہو گئیں۔ اور سنجیدہ ہیں تو یہ بھی سوچیں کہ جب لڑکیوں کے لیے اسکول کالج نہیں تو وہ میڈیکل کالج اور یونیورسٹی تک بھی کیونکر پہنچیں گی، اور قبائلی علاقوں میں تو ہیں ایجنٹ نہ کہا جائے۔ اگر صرف کشمیر کے احسان کا بدلہ چکانے کی بات کی جائے تو بھی پاکستانی قوم یہ بدلہ نہیں چکا سکتی۔ آزاد کشمیر کے طفیل پاکستان بھارت کی آنکھوں میں آنکھیں ڈال کر بات کرنے کی پوزیشن میں ہے۔ پاکستان کی حکومتوں کی روش رہی ہے کہ اپنے مسائل حل کرانے کے لئے آبادی کے مختلف طبقات کے پاس جا کر ان سے وعدہ کر لیے جاتے ہیں۔ ایسے ہی وعدے پاکستان کے قبائل کے ساتھ بھی کیے گئے لیکن وقت گزرنے کے ساتھ حکمرانوں کی ترجیحات تبدیل ہو گئیں۔ اور سنجیدہ ہیں تو یہ بھی سوچیں کہ جب لڑکیوں کے لیے اسکول کالج نہیں تو وہ میڈیکل کالج اور یونیورسٹی تک بھی کیونکر پہنچیں گی، اور قبائلی علاقوں میں تو ہیں ایجنٹ نہ کہا جائے۔ اگر صرف کشمیر کے احسان کا بدلہ [372, 163, 576, 670]
article-columns [372, 160, 1022, 682]
columnist-name: پروفیسر تنویر احمد [938, 1728, 998, 1757]
editorial-body-continued: پاکستان کی حکومتوں کی روش رہی ہے کہ اپنے مسائل حل کرانے کے لئے آبادی کے مختلف طبقات کے پاس جا کر ان سے وعدہ کر لیے جاتے ہیں۔ ایسے ہی وعدے پاکستان کے قبائل کے ساتھ بھی کیے گئے لیکن وقت گزرنے کے ساتھ حکمرانوں کی ترجیحات تبدیل ہو گئیں۔ اور سنجیدہ ہیں تو یہ بھی سوچیں کہ جب لڑکیوں کے لیے اسکول کالج نہیں تو وہ میڈیکل کالج اور یونیورسٹی تک بھی کیونکر پہنچیں گی، اور قبائلی علاقوں میں تو ہیں ایجنٹ نہ کہا جائے۔ اگر صرف کشمیر کے احسان کا بدلہ چکانے کی بات کی جائے تو بھی پاکستانی قوم یہ بدلہ نہیں چکا سکتی۔ آزاد کشمیر کے طفیل پاکستان بھارت کی آنکھوں میں آنکھیں ڈال کر بات کرنے کی پوزیشن میں ہے۔ پاکستان کی حکومتوں کی روش رہی ہے کہ اپنے [372, 695, 539, 1088]
column-title: مشرقی افق [939, 822, 999, 860]
article-headline[interactable]: امن کیلئے جنگ! [0, 1344, 365, 1372]
article-body: ملک نے کہا جہاں بھارت نے جارحیت شروع کر رکھی تھی۔ وزیر اعظم نے اس پر ردعمل دیا کہ جنگ دونوں ممالک کیلئے نقصان دہ ہے اور دو ٹوک بات کرتے ہوئے کہا کہ کسی بھی قسم کی جارحیت کا بھرپور جواب دیا جائے گا۔ اپنی ناکامی کی ملک نے کہا جہاں بھارت نے جارحیت شروع کر رکھی تھی۔ وزیر اعظم نے اس پر ردعمل دیا کہ جنگ دونوں ممالک کیلئے نقصان دہ ہے اور دو ٹوک بات کرتے ہوئے کہا کہ کسی بھی قسم کی جارحیت کا بھرپور جواب دیا جائے گا۔ اپنی ناکامی کی ملک نے کہا جہاں بھارت نے جارحیت شروع کر رکھی تھی۔ وزیر اعظم نے اس پر ردعمل دیا [192, 1381, 365, 1679]
article-columns [1156, 692, 1448, 2466]
columnist-box [192, 428, 365, 550]
editorial-continued [372, 692, 724, 1108]
paper-prefix: DAILY [4, 4, 41, 19]
text-column [183, 192, 365, 1338]
editorial-body: پاکستان کی حکومتوں کی روش رہی ہے کہ اپنے مسائل حل کرانے کے لئے آبادی کے مختلف طبقات کے پاس جا کر ان سے وعدہ کر لیے جاتے ہیں۔ ایسے ہی وعدے پاکستان کے قبائل کے ساتھ بھی کیے گئے لیکن وقت گزرنے کے ساتھ حکمرانوں کی ترجیحات تبدیل ہو گئیں۔ اور سنجیدہ ہیں تو یہ بھی سوچیں کہ جب لڑکیوں کے لیے اسکول کالج نہیں تو وہ میڈیکل کالج اور یونیورسٹی تک بھی کیونکر پہنچیں گی، اور قبائلی علاقوں میں تو ہیں ایجنٹ نہ کہا جائے۔ اگر صرف کشمیر کے احسان کا بدلہ چکانے کی بات کی جائے تو بھی پاکستانی قوم یہ بدلہ نہیں چکا سکتی۔ آزاد کشمیر کے طفیل پاکستان بھارت کی آنکھوں میں آنکھیں ڈال کر بات کرنے کی پوزیشن میں ہے۔ پاکستان کی حکومتوں کی روش رہی ہے کہ اپنے مسائل حل کرانے کے لئے آبادی کے مختلف طبقات کے پاس جا کر ان سے وعدہ کر لیے جاتے ہیں۔ ایسے ہی وعدے پاکستان کے قبائل کے ساتھ بھی کیے گئے لیکن وقت گزرنے کے ساتھ حکمرانوں کی ترجیحات تبدیل ہو گئیں۔ اور سنجیدہ ہیں تو یہ بھی سوچیں کہ جب لڑکیوں کے لیے اسکول کالج نہیں تو وہ میڈیکل کالج اور یونیورسٹی تک بھی کیونکر پہنچیں گی، اور قبائلی علاقوں میں تو ہیں ایجنٹ نہ کہا جائے۔ اگر صرف کشمیر کے احسان کا بدلہ [595, 163, 799, 670]
article-headline[interactable]: اسوہ حسنہ ﷺ کی روشنی میں پاکستان اور اسلام کی بقاء [732, 1822, 1150, 1874]
publisher-line: "روزنامہ اکثریت" آفس نمبر 1 سیکنڈ فلور صدر شاہین بازار پشاور سے شائع کیا۔ [567, 61, 1082, 76]
columnist-box [878, 1651, 1005, 1763]
columnist-name: رشید احمد نعیم [938, 1317, 998, 1346]
text-column [869, 1176, 1005, 1610]
article-headline[interactable]: بھارتی افواج کی لائن آف کنٹرول پر گولہ باری۔ نقصانات و ازالہ [732, 1118, 1150, 1170]
article-body: ہے؟ اور کس طرح اس سے زیادہ سے زیادہ فائدہ اٹھانا [877, 1770, 1005, 1802]
article-body: قیام پاکستان اور دوقومی نظریہ کی بنیاد پر پاکستان کے دشمن جدوجہد میں کوشاں ہیں کہ پاکستان کو زیر کر دیا جائے۔ اسکا وجود صفحہ ہستی سے مٹا دیا جائے۔ تمام کافر قوتیں کسی گدھ کی مانند پاکستان کے گرد ہر وقت گھومتی رہتی ہیں اور کوشاں ہیں کہ کسی نہ کسی طرح پاکستان کو معاشی، سماجی اور اخلاقی طور پر مفلوج کر کے مردار بنا دیا جائے۔ قائد اعظم محمد علی جناح نے فرمایا۔ قیام پاکستان اور دوقومی نظریہ کی بنیاد پر پاکستان کے دشمن جدوجہد میں کوشاں ہیں کہ پاکستان کو زیر کر دیا جائے۔ اسکا وجود صفحہ ہستی سے مٹا دیا جائے۔ تمام کافر قوتیں کسی گدھ کی مانند پاکستان کے گرد ہر وقت گھومتی رہتی ہیں اور کوشاں ہیں کہ کسی نہ کسی طرح پاکستان کو معاشی، سماجی اور اخلاقی طور پر مفلوج کر کے مردار بنا دیا جائے۔ قائد اعظم محمد علی جناح نے فرمایا۔ قیام پاکستان اور دوقومی نظریہ کی بنیاد پر پاکستان کے دشمن جدوجہد میں کوشاں ہیں کہ پاکستان کو زیر کر دیا جائے۔ اسکا وجود صفحہ ہستی سے مٹا دیا جائے۔ تمام کافر قوتیں کسی گدھ کی مانند پاکستان کے گرد ہر وقت گھومتی رہتی ہیں اور کوشاں ہیں کہ کسی نہ کسی طرح پاکستان کو معاشی، سماجی اور اخلاقی طور پر مفلوج کر کے مردار بنا دیا جائے۔ قائد اعظم محمد علی جناح نے فرمایا۔ قیام پاکستان اور دوقومی نظریہ کی بنیاد پر پاکستان کے دشمن جدوجہد میں کوشاں ہیں کہ پاکستان کو زیر کر دیا جائے۔ اسکا وجود صفحہ ہستی سے مٹا دیا جائے۔ تمام کافر قوتیں کسی گدھ کی مانند پاکستان کے گرد ہر وقت گھومتی رہتی ہیں اور کوشاں ہیں کہ کسی نہ کسی طرح پاکستان کو معاشی، سماجی اور اخلاقی طور پر مفلوج کر کے مردار بنا دیا جائے۔ قائد اعظم محمد علی جناح نے فرمایا۔ قیام پاکستان اور دوقومی نظریہ کی بنیاد پر پاکستان کے دشمن جدوجہد میں کوشاں ہیں کہ پاکستان کو زیر کر دیا جائے۔ اسکا وجود صفحہ ہستی سے مٹا دیا جائے۔ تمام کافر قوتیں کسی گدھ کی مانند پاکستان کے گرد ہر وقت گھومتی رہتی ہیں اور کوشاں ہیں کہ کسی نہ کسی طرح پاکستان کو معاشی، سماجی اور اخلاقی طور پر مفلوج کر کے مردار بنا دیا جائے۔ قائد اعظم محمد [1311, 695, 1448, 2057]
columnist-box [878, 793, 1005, 905]
column-title: بے تکی باتیں [309, 457, 359, 495]
article-body: جمہوری اور پرامن طریقے عوام میں اسلام کا آفاقی پیغام پہنچاتی ہیں اور الیکشن میں بھی حصہ لیتی ہیں۔ جماعت اسلامی کے بانی سید ابو الاعلیٰ مودودیؒ نے ایک جاندار لٹریچر بھی تیار کیا ہے۔ یہ لٹریچر دنیا کی کئی زبانوں میں ترجمہ ہو گا ہے۔ پوری [877, 912, 1005, 1096]
article-headline[interactable]: بھارت نے جماعت اسلامی مقبوضہ جموں وکشمیر پر پابندی لگا دی [732, 693, 1150, 745]
jinnah-quote: "There is no power on earth that can undo Pakistan" [1321, 2157, 1439, 2201]
phone-label: Phone: [470, 129, 509, 143]
column-title: دنیا تک [307, 1731, 359, 1749]
article [732, 1617, 1150, 1815]
article-body: ملک نے کہا جہاں بھارت نے جارحیت شروع کر رکھی تھی۔ وزیر اعظم نے اس پر ردعمل دیا کہ جنگ دونوں ممالک کیلئے نقصان دہ ہے اور دو ٹوک بات کرتے ہوئے کہا کہ کسی بھی قسم کی جارحیت کا بھرپور جواب دیا جائے گا۔ اپنی ناکامی کی ملک نے کہا جہاں بھارت نے جارحیت شروع کر رکھی تھی۔ وزیر اعظم نے اس پر ردعمل دیا کہ جنگ دونوں ممالک کیلئے نقصان دہ ہے اور دو ٹوک بات کرتے ہوئے کہا کہ کسی بھی قسم کی جارحیت کا بھرپور جواب دیا جائے گا۔ اپنی ناکامی کی ملک نے کہا جہاں بھارت نے جارحیت شروع کر رکھی تھی۔ وزیر اعظم نے اس پر ردعمل دیا کہ جنگ دونوں ممالک کیلئے نقصان دہ ہے اور دو ٹوک بات کرتے ہوئے کہا کہ کسی بھی قسم کی جارحیت کا بھرپور جواب دیا جائے گا۔ اپنی ناکامی کی ملک نے کہا جہاں بھارت نے جارحیت شروع کر رکھی تھی۔ وزیر اعظم نے اس پر ردعمل دیا کہ جنگ دونوں ممالک کیلئے نقصان دہ ہے اور دو ٹوک بات کرتے ہوئے کہا کہ کسی بھی قسم کی جارحیت کا بھرپور جواب دیا جائے گا۔ اپنی ناکامی کی ملک نے کہا جہاں بھارت نے جارحیت شروع کر رکھی تھی۔ وزیر اعظم نے اس پر ردعمل دیا کہ جنگ دونوں ممالک کیلئے نقصان دہ ہے اور دو ٹوک بات کرتے ہوئے کہا کہ کسی بھی قسم کی جارحیت کا بھرپور جواب دیا جائے گا۔ اپنی ناکامی کی ملک نے کہا جہاں بھارت نے جارحیت شروع کر رکھی تھی۔ وزیر اعظم نے اس پر ردعمل دیا کہ جنگ دونوں ممالک کیلئے نقصان دہ ہے اور دو ٹوک بات کرتے ہوئے کہا کہ کسی بھی قسم کی جارحیت کا بھرپور جواب دیا جائے گا۔ اپنی ناکامی کی ملک نے کہا جہاں بھارت نے جارحیت شروع کر رکھی تھی۔ وزیر اعظم نے اس پر ردعمل دیا کہ جنگ دونوں ممالک کیلئے نقصان دہ ہے اور دو ٹوک بات کرتے ہوئے کہا کہ کسی بھی قسم کی جارحیت کا بھرپور جواب دیا جائے گا۔ اپنی ناکامی کی ملک نے کہا جہاں بھارت نے جارحیت شروع کر رکھی تھی۔ وزیر اعظم نے اس پر ردعمل دیا کہ جنگ دونوں ممالک کیلئے نقصان دہ ہے اور دو ٹوک بات کرتے ہوئے کہا کہ کسی بھی قسم کی جارحیت کا بھرپور جواب دیا جائے گا۔ اپنی ناکامی کی ملک نے کہا جہاں بھارت نے جارحیت شروع کر رکھی تھی۔ وزیر اعظم نے اس پر ردعمل دیا کہ جنگ دونوں ممالک کیلئے نقصان دہ [0, 1381, 173, 2458]
column-divider [366, 155, 368, 2467]
column-divider [1152, 686, 1154, 2466]
article [0, 1344, 365, 2466]
issue-date: بدھ 06 مارچ 2019ء [1330, 2, 1444, 17]
text-column [732, 751, 859, 1111]
columnist-name: اختر سردار چوہدری [273, 1802, 359, 1818]
article-body: جمہوری اور پرامن طریقے عوام میں اسلام کا آفاقی پیغام پہنچاتی ہیں اور الیکشن میں بھی حصہ لیتی ہیں۔ جماعت اسلامی کے بانی سید ابو الاعلیٰ مودودیؒ نے ایک جاندار لٹریچر بھی تیار کیا ہے۔ یہ لٹریچر دنیا کی کئی زبانوں میں ترجمہ ہو گا ہے۔ پوری دنیا میں جماعت اسلامی کے دعوتی حلقے قائم ہیں۔ جو اللہ کے بندوں کو اللہ کے بندے بنانے میں ہمہ وقت مصروف رہتے ہیں۔ پاکستان جب 1947ء میں وجود میں آیا۔ جمہوری اور پرامن طریقے عوام میں اسلام کا آفاقی پیغام [1023, 754, 1151, 1109]
divider [372, 1112, 724, 1114]
text-column [549, 692, 725, 1108]
article-columns [372, 692, 724, 1108]
article-body: ہمدرد اور متاثرین جو تمام قبائل میں موجود تھے، آپ صلی اللہ علیہ وسلم کو دشمنوں کی نقل و حرکت سے برابر مطلع کرتے رہتے تھے جس سے مدینہ طیبہ میں قائم اسلامی ریاست کا تحفظ آسان ہو گیا تھا۔ آج بھی مسلمانوں کو چاہیے کہ دشمنوں کی نقل و حرکت اور اسلام دشمن تنظیموں کی خفیہ سازشوں سے باخبر رہیں۔ پاکستان ایک مسلم ملک ہے اور مسلمان ایک دہشت گرد گروہ ہے۔ ہمدرد اور متاثرین جو تمام قبائل میں موجود تھے، آپ صلی اللہ علیہ وسلم کو [877, 2111, 1005, 2447]
editorial-headline[interactable]: قبائل کیلئے 100 ارب روپے کے پیکیج کا اعلان کیا جائے [1030, 156, 1448, 226]
article-body: بھارتی افواج کی فائرنگ سے تحصیل نکیال ضلع پونچھ میں 6 گاڑیوں کو [877, 1179, 1005, 1230]
article-headline[interactable]: اپنے بچوں پر اعتماد کریں اور ان کو ذمہ دار بنائیں [732, 1617, 1150, 1645]
text-column [869, 751, 1005, 1111]
article-columns [372, 1120, 724, 2448]
article-body: ہو جائیں تو اجتماعی قوت متاثر ہو گی اور باقی لوگوں کی ہمتیں ٹوٹ جائیں گی۔ یہی حکمت ہے کہ رسول صلی اللہ علیہ وسلم نے جنگ کے دوران راہ فرار اختیار کرنے والے مجاہد کے بارے اختیار کی جائیں تو ممکن ہے کہ ذہنی طور پر دشمنان اسلام پسپا ہو جائیں اور ان کی قوت و طاقت کمزور پڑ جائے۔ ہو جائیں تو اجتماعی قوت متاثر ہو گی اور باقی لوگوں کی ہمتیں ٹوٹ جائیں گی۔ یہی حکمت ہے کہ رسول صلی اللہ علیہ وسلم نے جنگ کے دوران راہ فرار اختیار کرنے والے مجاہد کے بارے اختیار کی جائیں تو ممکن ہے کہ ذہنی طور پر دشمنان اسلام پسپا ہو جائیں اور ان کی قوت و طاقت کمزور پڑ جائے۔ ہو جائیں تو اجتماعی قوت متاثر ہو گی اور باقی لوگوں کی ہمتیں ٹوٹ جائیں گی۔ یہی حکمت ہے کہ رسول صلی اللہ علیہ وسلم نے جنگ کے دوران راہ فرار اختیار کرنے والے مجاہد کے بارے اختیار کی جائیں تو ممکن ہے کہ ذہنی طور پر دشمنان اسلام پسپا ہو جائیں اور ان کی قوت و طاقت کمزور پڑ جائے۔ ہو جائیں تو اجتماعی قوت متاثر ہو گی اور باقی لوگوں کی ہمتیں ٹوٹ جائیں گی۔ یہی حکمت ہے کہ رسول صلی اللہ علیہ وسلم نے جنگ کے دوران راہ فرار اختیار کرنے والے مجاہد کے بارے اختیار کی جائیں تو ممکن ہے کہ ذہنی طور پر دشمنان اسلام پسپا ہو جائیں اور ان کی قوت و طاقت کمزور پڑ جائے۔ ہو جائیں تو اجتماعی قوت متاثر ہو گی اور باقی لوگوں کی ہمتیں ٹوٹ جائیں گی۔ یہی حکمت ہے کہ رسول صلی اللہ علیہ وسلم نے جنگ کے دوران راہ فرار اختیار کرنے والے مجاہد کے بارے اختیار کی جائیں تو ممکن ہے کہ ذہنی طور پر دشمنان اسلام پسپا ہو جائیں اور ان کی قوت و طاقت کمزور پڑ جائے۔ ہو جائیں تو اجتماعی قوت متاثر ہو گی اور باقی لوگوں کی ہمتیں ٹوٹ جائیں گی۔ یہی حکمت ہے کہ رسول صلی اللہ علیہ وسلم نے جنگ کے دوران راہ فرار اختیار کرنے والے مجاہد کے بارے اختیار کی جائیں تو ممکن ہے کہ ذہنی طور پر دشمنان اسلام پسپا ہو جائیں اور ان کی قوت و طاقت کمزور پڑ جائے۔ ہو جائیں تو اجتماعی قوت متاثر ہو گی اور باقی لوگوں کی ہمتیں ٹوٹ جائیں گی۔ یہی حکمت ہے کہ رسول صلی اللہ علیہ وسلم نے جنگ کے دوران راہ فرار اختیار کرنے والے مجاہد کے بارے اختیار کی جائیں تو ممکن ہے کہ ذہنی طور پر دشمنان اسلام پسپا ہو جائیں اور ان کی قوت و طاقت کمزور پڑ جائے۔ ہو جائیں تو اجتماعی قوت متاثر ہو گی اور باقی لوگوں کی ہمتیں ٹوٹ جائیں گی۔ یہی حکمت ہے کہ رسول صلی اللہ علیہ وسلم نے جنگ کے دوران راہ فرار اختیار کرنے والے مجاہد کے بارے اختیار کی جائیں تو [372, 1123, 539, 2428]
text-column [183, 1378, 365, 2466]
article-columns [0, 1378, 365, 2466]
article [0, 158, 365, 1338]
columnist-photo [198, 1730, 269, 1818]
columnist-photo [884, 1265, 934, 1346]
text-column [1014, 1880, 1150, 2466]
text-column [1240, 232, 1449, 682]
article-body: ہمدرد اور متاثرین جو تمام قبائل میں موجود تھے، آپ صلی اللہ علیہ وسلم کو دشمنوں کی نقل و حرکت سے برابر مطلع کرتے رہتے تھے جس سے مدینہ طیبہ میں قائم اسلامی ریاست کا تحفظ آسان ہو گیا تھا۔ آج بھی مسلمانوں کو چاہیے کہ دشمنوں کی نقل و حرکت اور اسلام دشمن تنظیموں کی خفیہ سازشوں سے باخبر رہیں۔ پاکستان ایک مسلم ملک ہے اور مسلمان ایک دہشت گرد گروہ ہے۔ ہمدرد اور متاثرین جو تمام قبائل میں موجود تھے، آپ صلی اللہ علیہ وسلم کو دشمنوں کی نقل و حرکت سے برابر مطلع کرتے رہتے تھے جس سے مدینہ طیبہ میں قائم اسلامی ریاست کا تحفظ آسان ہو گیا تھا۔ آج بھی مسلمانوں کو چاہیے کہ دشمنوں کی نقل و حرکت اور اسلام دشمن تنظیموں کی خفیہ سازشوں سے باخبر رہیں۔ پاکستان ایک مسلم ملک ہے اور مسلمان ایک دہشت گرد گروہ ہے۔ [1023, 1883, 1151, 2447]
text-column [586, 160, 799, 682]
columnist-photo [198, 456, 269, 544]
columnist-photo [884, 1679, 934, 1757]
column-divider [727, 686, 729, 2466]
text-column [372, 692, 539, 1108]
article [732, 693, 1150, 1111]
website-banner: www.aksriyat.com [884, 1985, 999, 2003]
website-banner: www.aksriyat.com [884, 799, 999, 817]
website-banner: www.aksriyat.com [198, 1708, 359, 1726]
page-label: PAGE-3 [320, 116, 420, 150]
